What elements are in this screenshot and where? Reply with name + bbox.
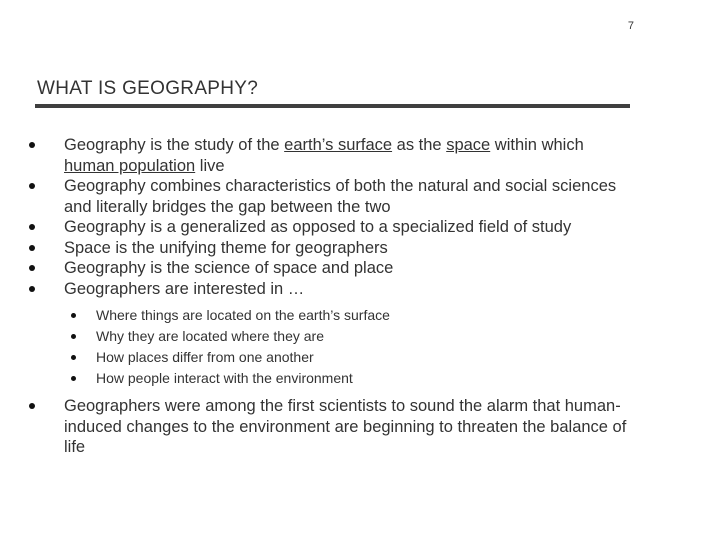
bullet-text: Geographers are interested in … <box>64 279 305 298</box>
bullet-item <box>0 396 634 458</box>
sub-bullet-dot-icon <box>71 334 76 339</box>
bullet-dot-icon <box>29 142 35 148</box>
bullet-item <box>0 258 634 279</box>
page-number: 7 <box>627 20 634 32</box>
slide-title: WHAT IS GEOGRAPHY? <box>37 78 259 99</box>
sub-bullet-text: Where things are located on the earth’s surface <box>96 307 390 323</box>
bullet-dot-icon <box>29 183 35 189</box>
sub-bullet-item <box>64 305 634 326</box>
bullet-dot-icon <box>29 265 35 271</box>
bullet-item <box>0 135 634 176</box>
bullet-text: Space is the unifying theme for geographers <box>64 238 388 257</box>
bullet-text: Geography combines characteristics of both the natural and social sciences and literally bridges the gap between the two <box>64 177 617 216</box>
bullet-text: Geography is the science of space and place <box>64 259 394 277</box>
term-human-population: human population <box>64 156 196 175</box>
bullet-text-part: within which <box>490 136 584 154</box>
bullet-item <box>0 217 634 238</box>
bullet-dot-icon <box>29 245 35 251</box>
sub-bullet-text: How places differ from one another <box>96 349 314 365</box>
bullet-item <box>0 176 634 217</box>
bullet-list <box>0 135 720 458</box>
term-earths-surface: earth’s surface <box>284 136 393 154</box>
sub-bullet-item <box>64 347 634 368</box>
bullet-text-part: as the <box>392 136 447 154</box>
sub-bullet-dot-icon <box>71 376 76 381</box>
bullet-dot-icon <box>29 224 35 230</box>
bullet-item <box>0 279 634 390</box>
title-underline-rule <box>35 104 630 108</box>
sub-bullet-dot-icon <box>71 355 76 360</box>
sub-bullet-text: Why they are located where they are <box>96 328 325 344</box>
bullet-text-part: Geography is the study of the <box>64 136 285 154</box>
term-space: space <box>446 136 491 154</box>
bullet-item <box>0 238 634 259</box>
sub-bullet-dot-icon <box>71 313 76 318</box>
sub-bullet-list <box>64 305 634 389</box>
sub-bullet-item <box>64 326 634 347</box>
bullet-text-part: live <box>195 156 225 175</box>
sub-bullet-text: How people interact with the environment <box>96 370 353 386</box>
sub-bullet-item <box>64 368 634 389</box>
bullet-text: Geographers were among the first scientists to sound the alarm that human-induced changes to the environment are beginning to threaten the balance of life <box>64 397 627 456</box>
bullet-text: Geography is a generalized as opposed to a specialized field of study <box>64 218 572 236</box>
bullet-dot-icon <box>29 286 35 292</box>
bullet-dot-icon <box>29 403 35 409</box>
